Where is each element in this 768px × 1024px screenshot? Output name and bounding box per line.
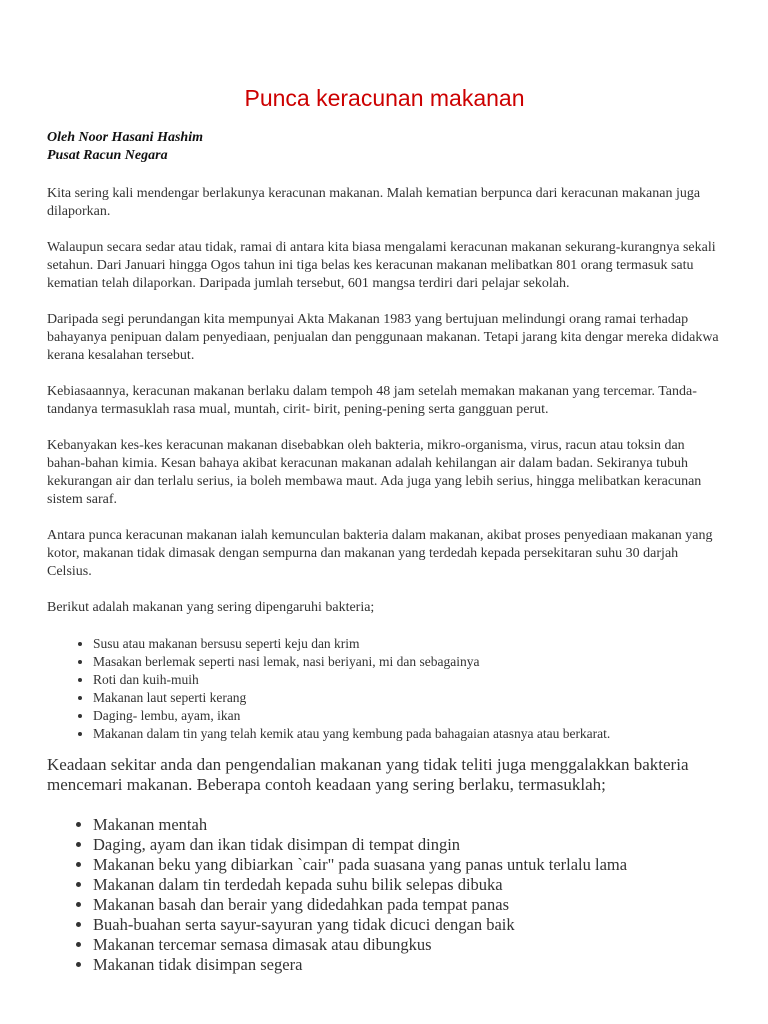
spacer: [47, 165, 722, 185]
spacer: [47, 617, 722, 635]
list-item: • Makanan dalam tin yang telah kemik atau yang kembung pada bahagaian atasnya atau berkarat.: [93, 725, 722, 743]
organisation-line: Pusat Racun Negara: [47, 148, 168, 163]
paragraph-symptoms: Kebiasaannya, keracunan makanan berlaku dalam tempoh 48 jam setelah memakan makanan yang tercemar. Tanda-tandanya termasuklah rasa mual, muntah, cirit- birit, pening-pening serta gangguan perut.: [47, 384, 697, 417]
paragraph-intro: Kita sering kali mendengar berlakunya keracunan makanan. Malah kematian berpunca dari keracunan makanan juga dilaporkan.: [47, 186, 701, 219]
spacer: [47, 221, 722, 239]
list-item: • Makanan laut seperti kerang: [93, 689, 722, 707]
list-item: • Daging, ayam dan ikan tidak disimpan di tempat dingin: [93, 835, 722, 855]
list-item: • Makanan mentah: [93, 815, 722, 835]
paragraph-list-intro: Berikut adalah makanan yang sering dipengaruhi bakteria;: [47, 600, 375, 615]
paragraph-sources: Antara punca keracunan makanan ialah kemunculan bakteria dalam makanan, akibat proses penyediaan makanan yang kotor, makanan tidak dimasak dengan sempurna dan makanan yang terdedah kepada persekitaran suhu 30 darjah Celsius.: [47, 528, 713, 579]
list-item: • Makanan dalam tin terdedah kepada suhu bilik selepas dibuka: [93, 875, 722, 895]
list-item: • Makanan beku yang dibiarkan `cair" pada suasana yang panas untuk terlalu lama: [93, 855, 722, 875]
spacer: [47, 509, 722, 527]
byline: [47, 129, 722, 165]
list-item: • Buah-buahan serta sayur-sayuran yang tidak dicuci dengan baik: [93, 915, 722, 935]
spacer: [47, 365, 722, 383]
spacer: [47, 743, 722, 755]
paragraph-legislation: Daripada segi perundangan kita mempunyai Akta Makanan 1983 yang bertujuan melindungi orang ramai terhadap bahayanya penipuan dalam penyediaan, penjualan dan penggunaan makanan. Tetapi jarang kita dengar mereka didakwa kerana kesalahan tersebut.: [47, 312, 719, 363]
conditions-list: [47, 815, 722, 975]
page-title: Punca keracunan makanan: [244, 85, 525, 111]
paragraph-prevalence: Walaupun secara sedar atau tidak, ramai di antara kita biasa mengalami keracunan makanan sekurang-kurangnya sekali setahun. Dari Januari hingga Ogos tahun ini tiga belas kes keracunan makanan melibatkan 801 orang termasuk satu kematian telah dilaporkan. Daripada jumlah tersebut, 601 mangsa terdiri dari pelajar sekolah.: [47, 240, 716, 291]
list-item: • Makanan tidak disimpan segera: [93, 955, 722, 975]
list-item: • Daging- lembu, ayam, ikan: [93, 707, 722, 725]
spacer: [47, 581, 722, 599]
bacteria-foods-list: [47, 635, 722, 743]
list-item: • Makanan tercemar semasa dimasak atau dibungkus: [93, 935, 722, 955]
paragraph-conditions-intro: Keadaan sekitar anda dan pengendalian makanan yang tidak teliti juga menggalakkan bakteria mencemari makanan. Beberapa contoh keadaan yang sering berlaku, termasuklah;: [47, 755, 689, 794]
spacer: [47, 293, 722, 311]
author-line: Oleh Noor Hasani Hashim: [47, 130, 203, 145]
list-item: • Masakan berlemak seperti nasi lemak, nasi beriyani, mi dan sebagainya: [93, 653, 722, 671]
list-item: • Roti dan kuih-muih: [93, 671, 722, 689]
spacer: [47, 795, 722, 815]
list-item: • Makanan basah dan berair yang didedahkan pada tempat panas: [93, 895, 722, 915]
spacer: [47, 419, 722, 437]
list-item: • Susu atau makanan bersusu seperti keju dan krim: [93, 635, 722, 653]
paragraph-causes: Kebanyakan kes-kes keracunan makanan disebabkan oleh bakteria, mikro-organisma, virus, racun atau toksin dan bahan-bahan kimia. Kesan bahaya akibat keracunan makanan adalah kehilangan air dalam badan. Sekiranya tubuh kekurangan air dan terlalu serius, ia boleh membawa maut. Ada juga yang lebih serius, hingga melibatkan keracunan sistem saraf.: [47, 438, 702, 507]
